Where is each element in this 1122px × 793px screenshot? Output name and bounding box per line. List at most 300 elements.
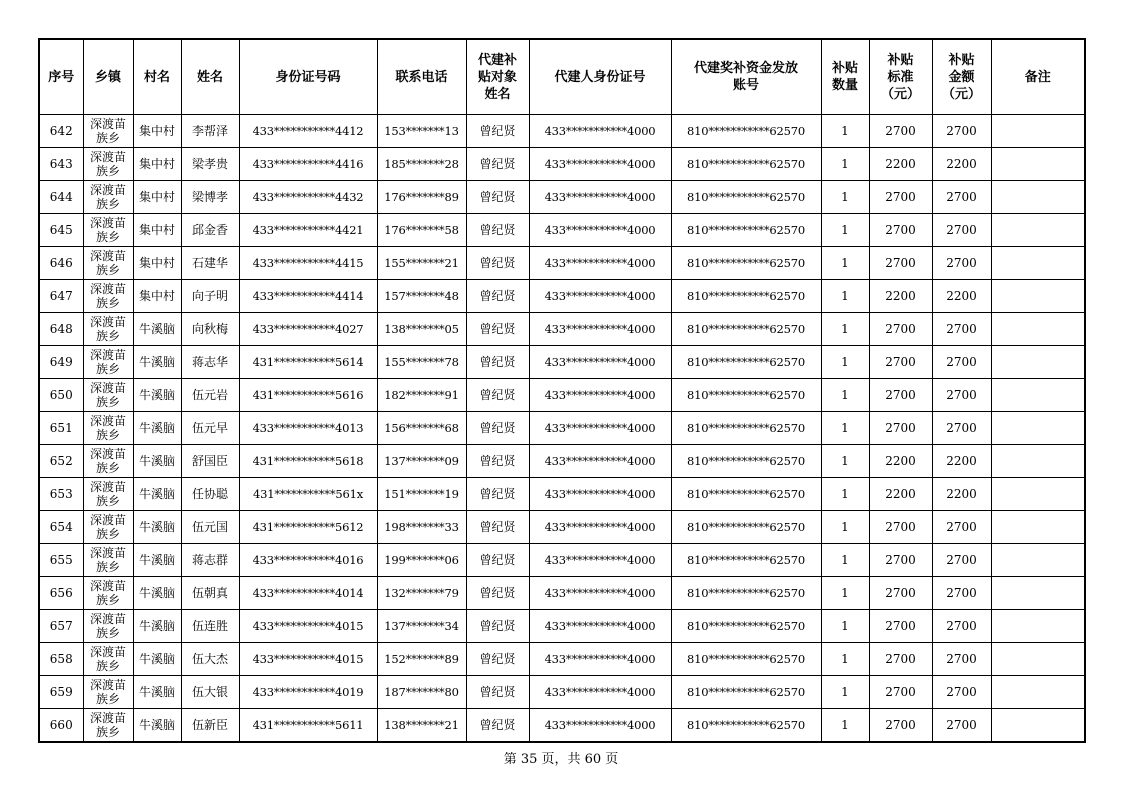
cell-name: 邱金香 — [181, 214, 239, 247]
cell-account: 810***********62570 — [671, 313, 821, 346]
cell-no: 657 — [39, 610, 83, 643]
page-footer: 第 35 页，共 60 页 — [503, 752, 619, 767]
cell-std: 2700 — [869, 313, 932, 346]
cell-agent-name: 曾纪贤 — [466, 610, 529, 643]
cell-agent-id: 433***********4000 — [529, 115, 671, 148]
cell-phone: 152*******89 — [377, 643, 466, 676]
header-text: 村名 — [143, 69, 170, 85]
town-text: 深渡苗 — [89, 348, 126, 362]
cell-town — [83, 610, 133, 643]
cell-id-number: 433***********4013 — [239, 412, 377, 445]
cell-qty: 1 — [821, 709, 869, 743]
table-row — [39, 379, 1085, 412]
town-text: 深渡苗 — [89, 711, 126, 725]
cell-amount: 2700 — [932, 577, 991, 610]
cell-town — [83, 181, 133, 214]
cell-village: 牛溪脑 — [133, 511, 181, 544]
cell-name: 伍大银 — [181, 676, 239, 709]
header-text: 贴对象 — [477, 69, 517, 85]
cell-agent-name: 曾纪贤 — [466, 280, 529, 313]
cell-id-number: 431***********5616 — [239, 379, 377, 412]
cell-agent-id: 433***********4000 — [529, 181, 671, 214]
cell-amount: 2700 — [932, 346, 991, 379]
col-header-note — [991, 39, 1085, 115]
cell-no: 653 — [39, 478, 83, 511]
table-header-row — [39, 39, 1085, 115]
town-text: 深渡苗 — [89, 381, 126, 395]
cell-name: 任协聪 — [181, 478, 239, 511]
cell-agent-id: 433***********4000 — [529, 676, 671, 709]
cell-note — [991, 148, 1085, 181]
cell-no: 644 — [39, 181, 83, 214]
cell-agent-name: 曾纪贤 — [466, 346, 529, 379]
cell-phone: 156*******68 — [377, 412, 466, 445]
town-text: 族乡 — [95, 197, 120, 211]
cell-agent-id: 433***********4000 — [529, 148, 671, 181]
cell-town — [83, 544, 133, 577]
cell-qty: 1 — [821, 247, 869, 280]
cell-agent-id: 433***********4000 — [529, 379, 671, 412]
cell-note — [991, 313, 1085, 346]
cell-id-number: 431***********561x — [239, 478, 377, 511]
town-text: 深渡苗 — [89, 117, 126, 131]
town-text: 族乡 — [95, 230, 120, 244]
cell-name: 梁博孝 — [181, 181, 239, 214]
cell-no: 642 — [39, 115, 83, 148]
cell-agent-name: 曾纪贤 — [466, 577, 529, 610]
cell-town — [83, 709, 133, 743]
cell-qty: 1 — [821, 412, 869, 445]
cell-agent-name: 曾纪贤 — [466, 313, 529, 346]
header-text: 数量 — [831, 78, 858, 93]
cell-town — [83, 214, 133, 247]
cell-village: 牛溪脑 — [133, 676, 181, 709]
header-text: 补贴 — [948, 52, 975, 68]
cell-name: 梁孝贵 — [181, 148, 239, 181]
col-header-town — [83, 39, 133, 115]
cell-id-number: 433***********4014 — [239, 577, 377, 610]
cell-std: 2700 — [869, 214, 932, 247]
cell-account: 810***********62570 — [671, 346, 821, 379]
cell-agent-id: 433***********4000 — [529, 247, 671, 280]
cell-amount: 2200 — [932, 280, 991, 313]
cell-note — [991, 346, 1085, 379]
cell-phone: 155*******21 — [377, 247, 466, 280]
cell-id-number: 433***********4015 — [239, 610, 377, 643]
cell-std: 2700 — [869, 610, 932, 643]
table-body — [39, 115, 1085, 743]
cell-village: 集中村 — [133, 214, 181, 247]
cell-id-number: 433***********4421 — [239, 214, 377, 247]
table-row — [39, 214, 1085, 247]
cell-agent-id: 433***********4000 — [529, 280, 671, 313]
town-text: 深渡苗 — [89, 480, 126, 494]
cell-note — [991, 577, 1085, 610]
header-text: 姓名 — [484, 86, 511, 102]
cell-phone: 199*******06 — [377, 544, 466, 577]
cell-no: 650 — [39, 379, 83, 412]
cell-agent-name: 曾纪贤 — [466, 379, 529, 412]
town-text: 族乡 — [95, 494, 120, 508]
cell-id-number: 433***********4412 — [239, 115, 377, 148]
header-text: 序号 — [48, 69, 75, 85]
cell-account: 810***********62570 — [671, 544, 821, 577]
cell-account: 810***********62570 — [671, 412, 821, 445]
town-text: 族乡 — [95, 263, 120, 277]
town-text: 深渡苗 — [89, 579, 126, 593]
town-text: 深渡苗 — [89, 645, 126, 659]
cell-no: 648 — [39, 313, 83, 346]
table-row — [39, 676, 1085, 709]
cell-phone: 176*******89 — [377, 181, 466, 214]
cell-agent-name: 曾纪贤 — [466, 676, 529, 709]
cell-village: 牛溪脑 — [133, 544, 181, 577]
table-row — [39, 181, 1085, 214]
cell-qty: 1 — [821, 214, 869, 247]
table-row — [39, 577, 1085, 610]
cell-account: 810***********62570 — [671, 709, 821, 743]
cell-name: 石建华 — [181, 247, 239, 280]
cell-village: 集中村 — [133, 115, 181, 148]
cell-village: 牛溪脑 — [133, 643, 181, 676]
cell-town — [83, 511, 133, 544]
cell-name: 伍元早 — [181, 412, 239, 445]
header-text: 乡镇 — [94, 69, 121, 85]
cell-name: 伍朝真 — [181, 577, 239, 610]
cell-qty: 1 — [821, 577, 869, 610]
cell-name: 伍元岩 — [181, 379, 239, 412]
cell-qty: 1 — [821, 280, 869, 313]
cell-amount: 2700 — [932, 247, 991, 280]
cell-town — [83, 577, 133, 610]
cell-qty: 1 — [821, 379, 869, 412]
town-text: 深渡苗 — [89, 513, 126, 527]
cell-phone: 132*******79 — [377, 577, 466, 610]
cell-town — [83, 247, 133, 280]
cell-std: 2700 — [869, 643, 932, 676]
cell-town — [83, 478, 133, 511]
cell-qty: 1 — [821, 445, 869, 478]
cell-id-number: 431***********5611 — [239, 709, 377, 743]
cell-agent-id: 433***********4000 — [529, 214, 671, 247]
cell-phone: 137*******09 — [377, 445, 466, 478]
header-text: 联系电话 — [395, 69, 448, 85]
cell-village: 集中村 — [133, 181, 181, 214]
cell-agent-id: 433***********4000 — [529, 643, 671, 676]
table-row — [39, 643, 1085, 676]
town-text: 深渡苗 — [89, 546, 126, 560]
cell-agent-id: 433***********4000 — [529, 346, 671, 379]
cell-account: 810***********62570 — [671, 610, 821, 643]
cell-note — [991, 379, 1085, 412]
cell-town — [83, 676, 133, 709]
cell-account: 810***********62570 — [671, 379, 821, 412]
cell-agent-name: 曾纪贤 — [466, 709, 529, 743]
town-text: 族乡 — [95, 296, 120, 310]
cell-id-number: 433***********4027 — [239, 313, 377, 346]
cell-no: 652 — [39, 445, 83, 478]
cell-phone: 138*******21 — [377, 709, 466, 743]
cell-id-number: 433***********4019 — [239, 676, 377, 709]
cell-phone: 187*******80 — [377, 676, 466, 709]
cell-town — [83, 280, 133, 313]
cell-std: 2700 — [869, 181, 932, 214]
town-text: 深渡苗 — [89, 414, 126, 428]
town-text: 深渡苗 — [89, 678, 126, 692]
town-text: 族乡 — [95, 725, 120, 739]
cell-town — [83, 445, 133, 478]
cell-no: 649 — [39, 346, 83, 379]
cell-note — [991, 709, 1085, 743]
town-text: 深渡苗 — [89, 249, 126, 263]
header-text: 备注 — [1024, 69, 1051, 85]
cell-agent-id: 433***********4000 — [529, 577, 671, 610]
town-text: 深渡苗 — [89, 183, 126, 197]
town-text: 深渡苗 — [89, 447, 126, 461]
col-header-agent-id — [529, 39, 671, 115]
town-text: 深渡苗 — [89, 315, 126, 329]
header-text: 身份证号码 — [275, 69, 341, 85]
cell-account: 810***********62570 — [671, 445, 821, 478]
header-text: 姓名 — [196, 69, 223, 85]
col-header-account — [671, 39, 821, 115]
cell-name: 伍元国 — [181, 511, 239, 544]
header-text: 代建补 — [477, 52, 517, 68]
cell-agent-name: 曾纪贤 — [466, 115, 529, 148]
cell-no: 645 — [39, 214, 83, 247]
col-header-name — [181, 39, 239, 115]
cell-agent-id: 433***********4000 — [529, 412, 671, 445]
header-text: 代建人身份证号 — [554, 69, 646, 85]
cell-amount: 2700 — [932, 313, 991, 346]
cell-amount: 2700 — [932, 115, 991, 148]
cell-note — [991, 445, 1085, 478]
col-header-std — [869, 39, 932, 115]
cell-town — [83, 148, 133, 181]
cell-name: 蒋志群 — [181, 544, 239, 577]
cell-name: 蒋志华 — [181, 346, 239, 379]
table-row — [39, 313, 1085, 346]
cell-agent-name: 曾纪贤 — [466, 478, 529, 511]
col-header-no — [39, 39, 83, 115]
cell-id-number: 433***********4015 — [239, 643, 377, 676]
town-text: 深渡苗 — [89, 150, 126, 164]
cell-account: 810***********62570 — [671, 280, 821, 313]
town-text: 深渡苗 — [89, 282, 126, 296]
cell-phone: 182*******91 — [377, 379, 466, 412]
town-text: 族乡 — [95, 362, 120, 376]
cell-id-number: 433***********4016 — [239, 544, 377, 577]
cell-name: 伍大杰 — [181, 643, 239, 676]
cell-qty: 1 — [821, 643, 869, 676]
cell-agent-name: 曾纪贤 — [466, 511, 529, 544]
cell-agent-id: 433***********4000 — [529, 511, 671, 544]
cell-agent-id: 433***********4000 — [529, 313, 671, 346]
cell-std: 2700 — [869, 511, 932, 544]
cell-town — [83, 346, 133, 379]
table-row — [39, 544, 1085, 577]
cell-account: 810***********62570 — [671, 511, 821, 544]
town-text: 族乡 — [95, 428, 120, 442]
table-row — [39, 445, 1085, 478]
cell-phone: 157*******48 — [377, 280, 466, 313]
cell-phone: 155*******78 — [377, 346, 466, 379]
cell-village: 集中村 — [133, 247, 181, 280]
cell-town — [83, 115, 133, 148]
cell-name: 向秋梅 — [181, 313, 239, 346]
cell-agent-id: 433***********4000 — [529, 478, 671, 511]
cell-account: 810***********62570 — [671, 115, 821, 148]
header-text: 金额 — [948, 69, 975, 85]
cell-agent-name: 曾纪贤 — [466, 247, 529, 280]
cell-village: 牛溪脑 — [133, 709, 181, 743]
cell-agent-name: 曾纪贤 — [466, 181, 529, 214]
cell-village: 牛溪脑 — [133, 478, 181, 511]
cell-account: 810***********62570 — [671, 247, 821, 280]
cell-qty: 1 — [821, 313, 869, 346]
cell-amount: 2200 — [932, 445, 991, 478]
cell-agent-name: 曾纪贤 — [466, 412, 529, 445]
cell-name: 伍连胜 — [181, 610, 239, 643]
cell-agent-id: 433***********4000 — [529, 445, 671, 478]
cell-village: 牛溪脑 — [133, 577, 181, 610]
cell-std: 2700 — [869, 544, 932, 577]
cell-account: 810***********62570 — [671, 643, 821, 676]
table-row — [39, 280, 1085, 313]
cell-qty: 1 — [821, 115, 869, 148]
cell-town — [83, 643, 133, 676]
cell-phone: 137*******34 — [377, 610, 466, 643]
town-text: 族乡 — [95, 164, 120, 178]
header-text: 账号 — [732, 78, 759, 93]
cell-std: 2700 — [869, 577, 932, 610]
cell-no: 659 — [39, 676, 83, 709]
town-text: 族乡 — [95, 593, 120, 607]
header-text: （元） — [941, 86, 981, 102]
cell-name: 伍新臣 — [181, 709, 239, 743]
cell-std: 2200 — [869, 445, 932, 478]
cell-town — [83, 313, 133, 346]
cell-account: 810***********62570 — [671, 676, 821, 709]
cell-no: 643 — [39, 148, 83, 181]
cell-no: 647 — [39, 280, 83, 313]
cell-amount: 2700 — [932, 610, 991, 643]
cell-amount: 2700 — [932, 544, 991, 577]
cell-note — [991, 511, 1085, 544]
header-text: 补贴 — [887, 52, 914, 68]
cell-agent-name: 曾纪贤 — [466, 445, 529, 478]
cell-id-number: 433***********4415 — [239, 247, 377, 280]
cell-note — [991, 412, 1085, 445]
cell-std: 2700 — [869, 709, 932, 743]
cell-std: 2700 — [869, 115, 932, 148]
cell-amount: 2700 — [932, 676, 991, 709]
cell-id-number: 433***********4432 — [239, 181, 377, 214]
table-row — [39, 412, 1085, 445]
cell-name: 舒国臣 — [181, 445, 239, 478]
col-header-phone — [377, 39, 466, 115]
town-text: 族乡 — [95, 626, 120, 640]
cell-no: 651 — [39, 412, 83, 445]
table-row — [39, 115, 1085, 148]
cell-village: 牛溪脑 — [133, 610, 181, 643]
town-text: 族乡 — [95, 329, 120, 343]
cell-no: 656 — [39, 577, 83, 610]
cell-id-number: 431***********5612 — [239, 511, 377, 544]
cell-amount: 2700 — [932, 511, 991, 544]
town-text: 族乡 — [95, 131, 120, 145]
cell-qty: 1 — [821, 148, 869, 181]
cell-note — [991, 214, 1085, 247]
cell-note — [991, 610, 1085, 643]
cell-amount: 2700 — [932, 709, 991, 743]
col-header-village — [133, 39, 181, 115]
cell-phone: 151*******19 — [377, 478, 466, 511]
cell-phone: 185*******28 — [377, 148, 466, 181]
cell-std: 2700 — [869, 247, 932, 280]
cell-qty: 1 — [821, 610, 869, 643]
cell-std: 2200 — [869, 280, 932, 313]
cell-account: 810***********62570 — [671, 181, 821, 214]
cell-note — [991, 247, 1085, 280]
col-header-qty — [821, 39, 869, 115]
cell-village: 牛溪脑 — [133, 379, 181, 412]
cell-no: 658 — [39, 643, 83, 676]
cell-no: 654 — [39, 511, 83, 544]
cell-phone: 138*******05 — [377, 313, 466, 346]
cell-account: 810***********62570 — [671, 214, 821, 247]
cell-id-number: 433***********4414 — [239, 280, 377, 313]
cell-note — [991, 544, 1085, 577]
cell-account: 810***********62570 — [671, 577, 821, 610]
cell-agent-id: 433***********4000 — [529, 709, 671, 743]
cell-note — [991, 478, 1085, 511]
cell-account: 810***********62570 — [671, 148, 821, 181]
table-row — [39, 478, 1085, 511]
cell-phone: 153*******13 — [377, 115, 466, 148]
header-text: 代建奖补资金发放 — [693, 61, 798, 76]
cell-qty: 1 — [821, 676, 869, 709]
cell-id-number: 433***********4416 — [239, 148, 377, 181]
table-row — [39, 346, 1085, 379]
cell-qty: 1 — [821, 544, 869, 577]
cell-qty: 1 — [821, 478, 869, 511]
cell-village: 牛溪脑 — [133, 445, 181, 478]
table-row — [39, 148, 1085, 181]
cell-amount: 2700 — [932, 643, 991, 676]
cell-amount: 2200 — [932, 478, 991, 511]
town-text: 深渡苗 — [89, 612, 126, 626]
cell-amount: 2700 — [932, 214, 991, 247]
col-header-agent-name — [466, 39, 529, 115]
cell-note — [991, 115, 1085, 148]
cell-village: 集中村 — [133, 148, 181, 181]
cell-agent-id: 433***********4000 — [529, 610, 671, 643]
cell-name: 李帮泽 — [181, 115, 239, 148]
cell-note — [991, 181, 1085, 214]
cell-qty: 1 — [821, 346, 869, 379]
cell-note — [991, 643, 1085, 676]
cell-note — [991, 676, 1085, 709]
cell-id-number: 431***********5618 — [239, 445, 377, 478]
cell-qty: 1 — [821, 181, 869, 214]
cell-agent-name: 曾纪贤 — [466, 214, 529, 247]
cell-std: 2700 — [869, 346, 932, 379]
town-text: 族乡 — [95, 560, 120, 574]
table-row — [39, 511, 1085, 544]
col-header-amount — [932, 39, 991, 115]
cell-no: 660 — [39, 709, 83, 743]
